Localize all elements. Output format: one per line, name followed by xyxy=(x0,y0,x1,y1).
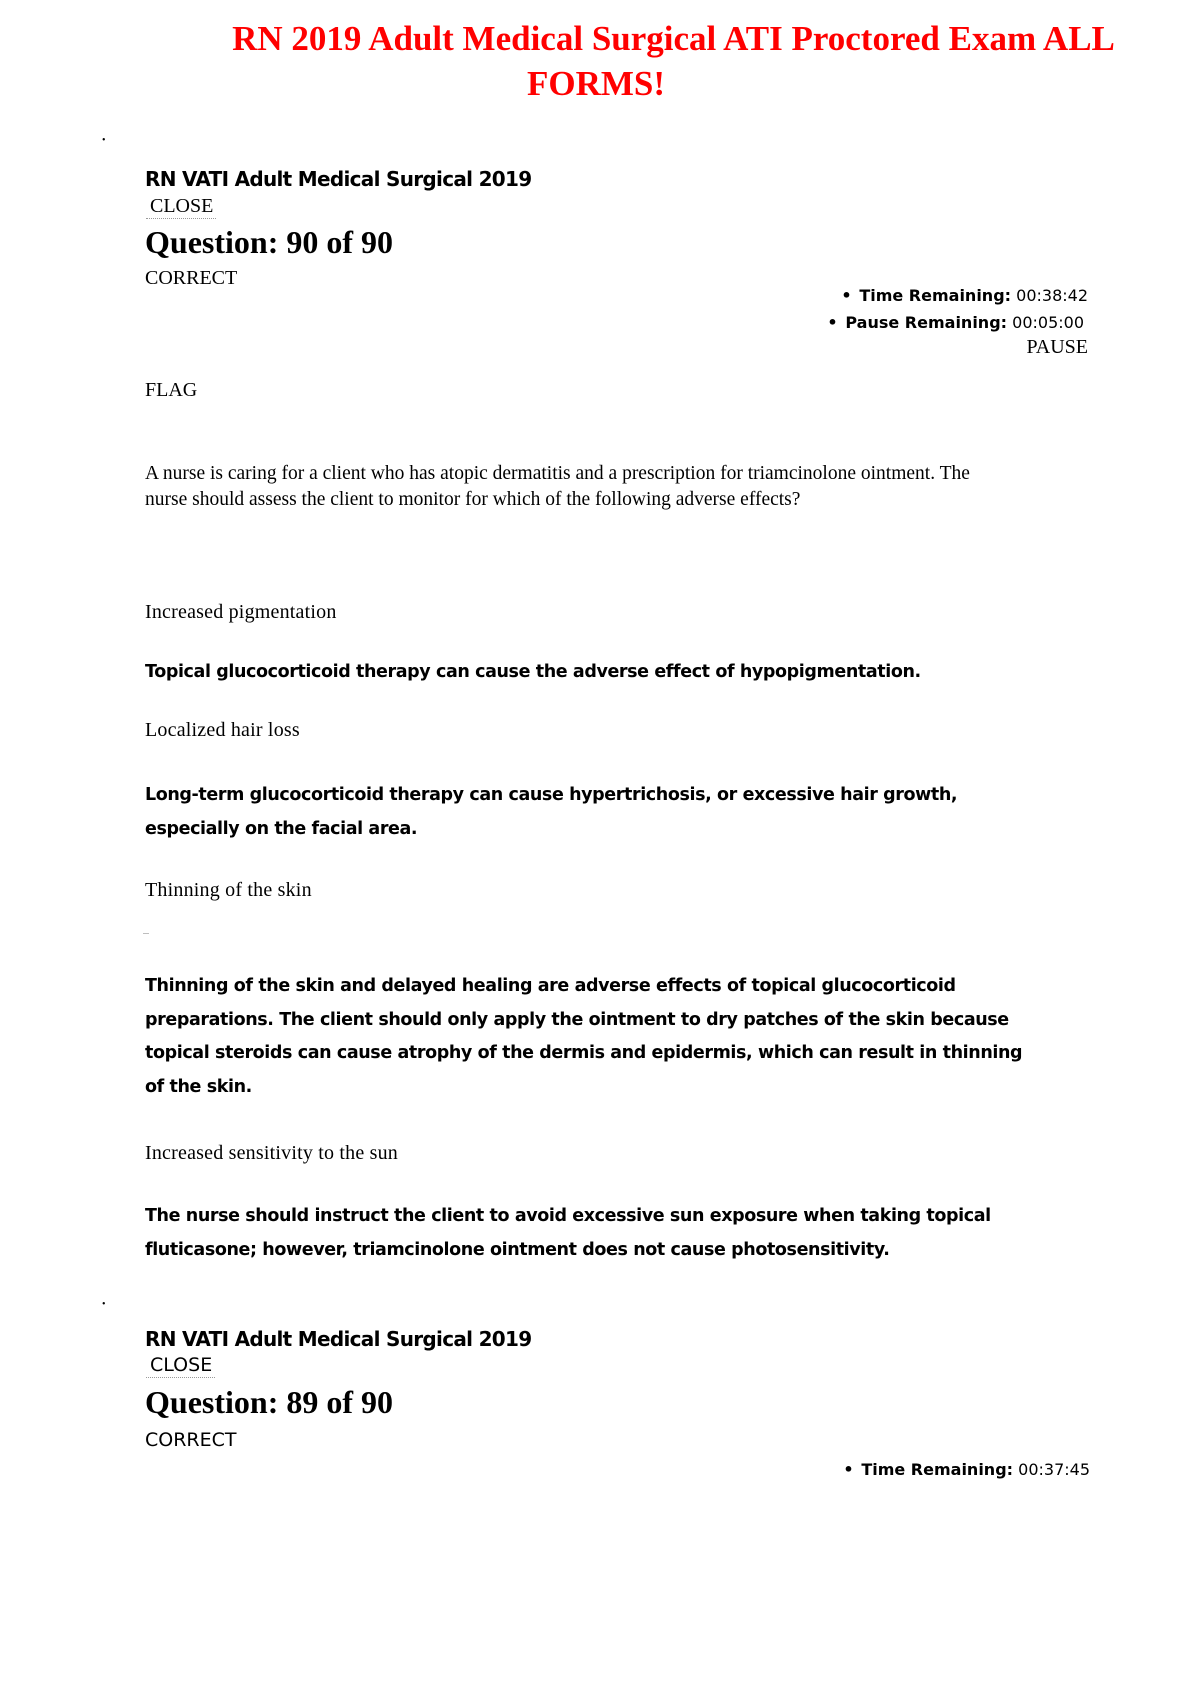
time-remaining-label: Time Remaining: xyxy=(861,1460,1014,1479)
pause-remaining xyxy=(827,313,1084,333)
exam-name: RN VATI Adult Medical Surgical 2019 xyxy=(145,1327,532,1351)
pause-button[interactable]: PAUSE xyxy=(1026,336,1088,358)
time-remaining-value: 00:37:45 xyxy=(1018,1460,1090,1479)
separator-mark: ... xyxy=(143,927,149,936)
bullet-icon: • xyxy=(102,135,106,146)
answer-rationale-1: Topical glucocorticoid therapy can cause the adverse effect of hypopigmentation. xyxy=(145,662,921,682)
pause-remaining-label: Pause Remaining: xyxy=(845,313,1008,332)
answer-rationale-2: Long-term glucocorticoid therapy can cause hypertrichosis, or excessive hair growth, especially on the facial area. xyxy=(145,785,958,839)
close-button[interactable]: CLOSE xyxy=(146,194,216,219)
answer-option-2[interactable]: Localized hair loss xyxy=(145,719,300,741)
time-remaining xyxy=(843,1460,1090,1480)
answer-option-1[interactable]: Increased pigmentation xyxy=(145,601,337,623)
question-heading: Question: 90 of 90 xyxy=(145,224,393,260)
bullet-icon: • xyxy=(827,313,838,332)
answer-rationale-3: Thinning of the skin and delayed healing are adverse effects of topical glucocorticoid preparations. The client should only apply the ointment to dry patches of the skin because topical steroids can cause atrophy of the dermis and epidermis, which can result in thinning of the skin. xyxy=(145,976,1023,1097)
bullet-icon: • xyxy=(102,1299,106,1310)
question-heading: Question: 89 of 90 xyxy=(145,1384,393,1420)
document-title-line-1: RN 2019 Adult Medical Surgical ATI Proctored Exam ALL xyxy=(232,19,1115,58)
time-remaining xyxy=(841,286,1088,306)
answer-status: CORRECT xyxy=(145,267,238,289)
close-button[interactable]: CLOSE xyxy=(146,1353,215,1378)
time-remaining-value: 00:38:42 xyxy=(1016,286,1088,305)
answer-status: CORRECT xyxy=(145,1429,237,1451)
answer-option-3[interactable]: Thinning of the skin xyxy=(145,879,312,901)
bullet-icon: • xyxy=(841,286,852,305)
flag-button[interactable]: FLAG xyxy=(145,379,198,401)
answer-rationale-4: The nurse should instruct the client to avoid excessive sun exposure when taking topical fluticasone; however, triamcinolone ointment does not cause photosensitivity. xyxy=(145,1206,991,1260)
time-remaining-label: Time Remaining: xyxy=(859,286,1012,305)
question-stem: A nurse is caring for a client who has atopic dermatitis and a prescription for triamcinolone ointment. The nurse should assess the client to monitor for which of the following adverse effects? xyxy=(145,463,970,510)
pause-remaining-value: 00:05:00 xyxy=(1012,313,1084,332)
answer-option-4[interactable]: Increased sensitivity to the sun xyxy=(145,1142,399,1164)
bullet-icon: • xyxy=(843,1460,854,1479)
document-title-line-2: FORMS! xyxy=(526,64,666,103)
document-title xyxy=(0,16,1192,106)
exam-name: RN VATI Adult Medical Surgical 2019 xyxy=(145,167,532,191)
